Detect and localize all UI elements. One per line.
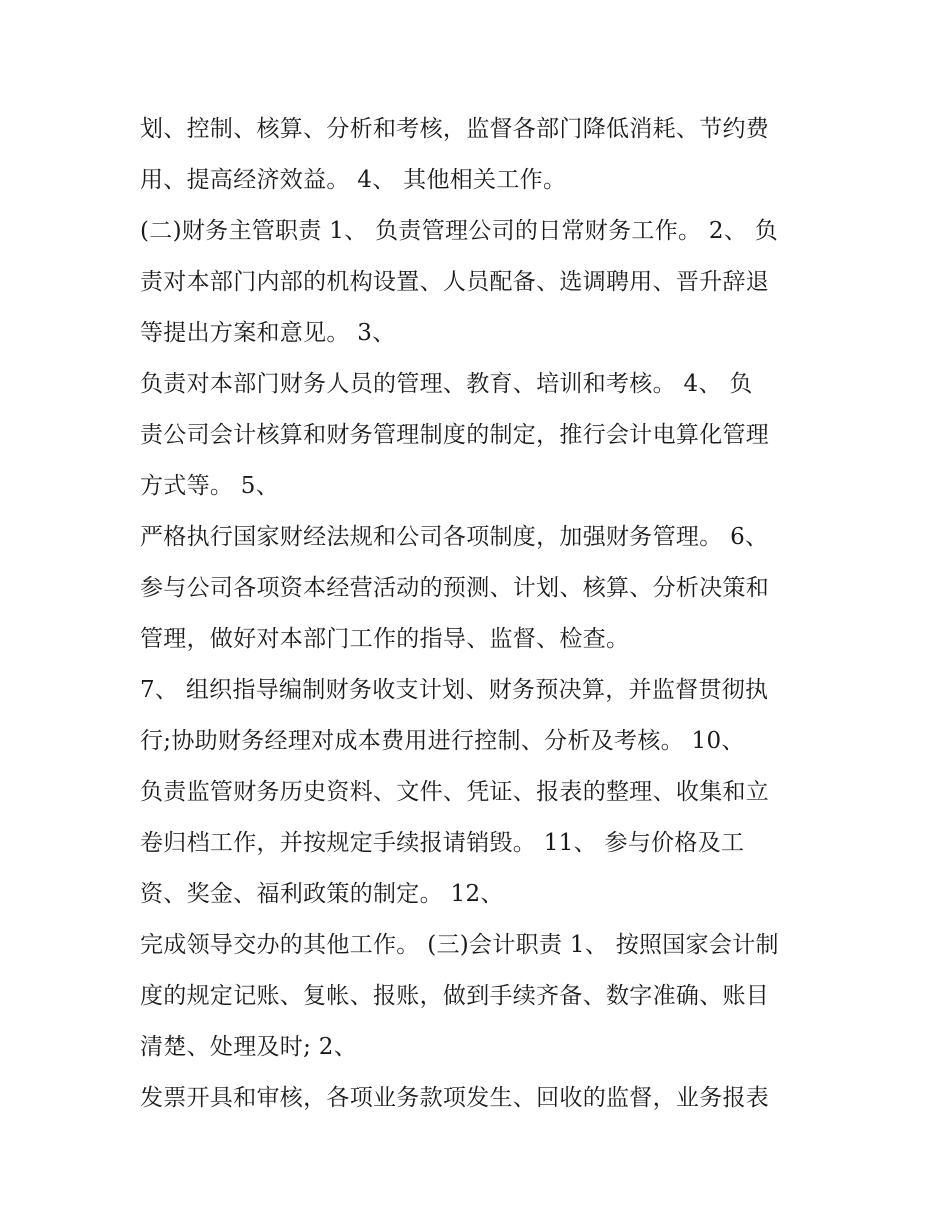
text-line: 发票开具和审核，各项业务款项发生、回收的监督，业务报表 xyxy=(140,1085,770,1111)
text-line: 行;协助财务经理对成本费用进行控制、分析及考核。 10、 xyxy=(140,728,745,754)
text-line: 划、控制、核算、分析和考核，监督各部门降低消耗、节约费 xyxy=(140,116,770,142)
text-line: 用、提高经济效益。 4、 其他相关工作。 xyxy=(140,167,567,193)
text-line: 卷归档工作，并按规定手续报请销毁。 11、 参与价格及工 xyxy=(140,830,745,856)
text-line: 等提出方案和意见。 3、 xyxy=(140,320,396,346)
text-line: 7、 组织指导编制财务收支计划、财务预决算，并监督贯彻执 xyxy=(140,677,769,703)
text-line: 责对本部门内部的机构设置、人员配备、选调聘用、晋升辞退 xyxy=(140,269,770,295)
text-line: 负责对本部门财务人员的管理、教育、培训和考核。 4、 负 xyxy=(140,371,753,397)
text-line: 严格执行国家财经法规和公司各项制度，加强财务管理。 6、 xyxy=(140,524,769,550)
document-body xyxy=(140,104,830,1124)
text-line: (二)财务主管职责 1、 负责管理公司的日常财务工作。 2、 负 xyxy=(140,218,779,244)
text-line: 负责监管财务历史资料、文件、凭证、报表的整理、收集和立 xyxy=(140,779,770,805)
text-line: 方式等。 5、 xyxy=(140,473,280,499)
text-line: 清楚、处理及时; 2、 xyxy=(140,1034,357,1060)
text-line: 参与公司各项资本经营活动的预测、计划、核算、分析决策和 xyxy=(140,575,770,601)
text-line: 完成领导交办的其他工作。 (三)会计职责 1、 按照国家会计制 xyxy=(140,932,779,958)
text-line: 度的规定记账、复帐、报账，做到手续齐备、数字准确、账目 xyxy=(140,983,770,1009)
text-line: 责公司会计核算和财务管理制度的制定，推行会计电算化管理 xyxy=(140,422,770,448)
text-line: 资、奖金、福利政策的制定。 12、 xyxy=(140,881,504,907)
text-line: 管理，做好对本部门工作的指导、监督、检查。 xyxy=(140,626,630,652)
